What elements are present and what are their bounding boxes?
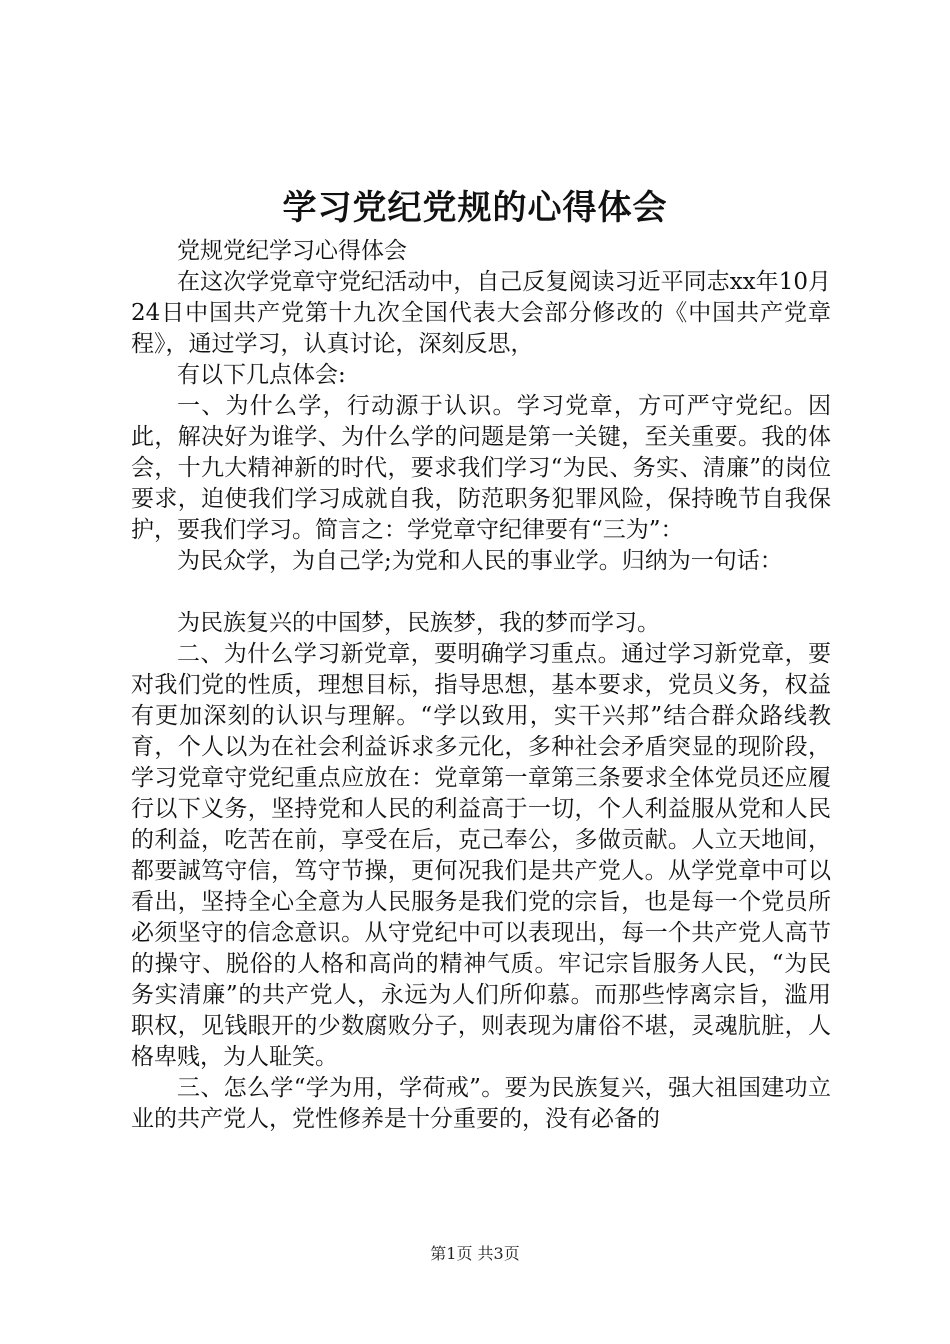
document-title: 学习党纪党规的心得体会 [282, 188, 668, 228]
paragraph-section-two: 二、为什么学习新党章，要明确学习重点。通过学习新党章，要对我们党的性质，理想目标，指导思想，基本要求，党员义务，权益有更加深刻的认识与理解。“学以致用，实干兴邦”结合群众路线教育，个人以为在社会利益诉求多元化，多种社会矛盾突显的现阶段，学习党章守党纪重点应放在：党章第一章第三条要求全体党员还应履行以下义务，坚持党和人民的利益高于一切，个人利益服从党和人民的利益，吃苦在前，享受在后，克己奉公，多做贡献。人立天地间，都要誠笃守信，笃守节操，更何况我们是共产党人。从学党章中可以看出，坚持全心全意为人民服务是我们党的宗旨，也是每一个党员所必须坚守的信念意识。从守党纪中可以表现出，每一个共产党人高节的操守、脱俗的人格和高尚的精神气质。牢记宗旨服务人民，“为民务实清廉”的共产党人，永远为人们所仰慕。而那些悖离宗旨，滥用职权，见钱眼开的少数腐败分子，则表现为庸俗不堪，灵魂肮脏，人格卑贱，为人耻笑。 [131, 641, 831, 1070]
paragraph-section-one: 一、为什么学，行动源于认识。学习党章，方可严守党纪。因此，解决好为谁学、为什么学的问题是第一关键，至关重要。我的体会，十九大精神新的时代，要求我们学习“为民、务实、清廉”的岗位要求，迫使我们学习成就自我，防范职务犯罪风险，保持晚节自我保护，要我们学习。简言之：学党章守纪律要有“三为”： [131, 393, 831, 543]
paragraph-three-purposes: 为民众学，为自己学;为党和人民的事业学。归纳为一句话： [177, 548, 783, 574]
document-body [131, 236, 831, 1135]
paragraph-section-three: 三、怎么学“学为用，学荷戒”。要为民族复兴，强大祖国建功立业的共产党人，党性修养是十分重要的，没有必备的 [131, 1075, 831, 1132]
paragraph-lead: 有以下几点体会: [177, 362, 346, 388]
paragraph-intro: 在这次学党章守党纪活动中，自己反复阅读习近平同志xx年10月24日中国共产党第十九次全国代表大会部分修改的《中国共产党章程》，通过学习，认真讨论，深刻反思， [131, 269, 831, 357]
paragraph-subtitle: 党规党纪学习心得体会 [177, 238, 407, 264]
paragraph-summary: 为民族复兴的中国梦，民族梦，我的梦而学习。 [177, 610, 660, 636]
page-indicator: 第1页 共3页 [430, 1244, 520, 1263]
